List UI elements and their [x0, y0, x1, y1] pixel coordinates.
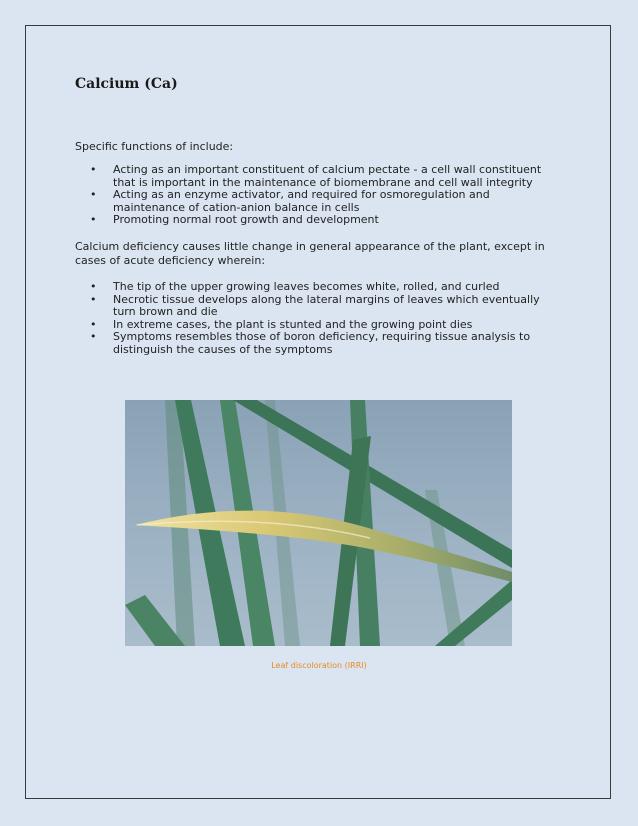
functions-list [88, 164, 563, 227]
figure-caption: Leaf discoloration (IRRI) [271, 661, 367, 670]
list-item: • Acting as an enzyme activator, and required for osmoregulation and maintenance of cation-anion balance in cells [88, 189, 563, 214]
document-title: Calcium (Ca) [75, 76, 178, 92]
leaf-photo-illustration [125, 400, 512, 646]
list-item: • Necrotic tissue develops along the lateral margins of leaves which eventually turn brown and die [88, 294, 563, 319]
deficiency-intro: Calcium deficiency causes little change in general appearance of the plant, except in cases of acute deficiency wherein: [75, 240, 545, 267]
list-item: • The tip of the upper growing leaves becomes white, rolled, and curled [88, 281, 563, 294]
list-item: • Promoting normal root growth and development [88, 214, 563, 227]
list-item: • In extreme cases, the plant is stunted and the growing point dies [88, 319, 563, 332]
list-item: • Symptoms resembles those of boron deficiency, requiring tissue analysis to distinguish the causes of the symptoms [88, 331, 563, 356]
list-item: • Acting as an important constituent of calcium pectate - a cell wall constituent that is important in the maintenance of biomembrane and cell wall integrity [88, 164, 563, 189]
leaf-discoloration-photo [125, 400, 512, 646]
functions-intro: Specific functions of include: [75, 140, 234, 153]
deficiency-symptoms-list [88, 281, 563, 356]
